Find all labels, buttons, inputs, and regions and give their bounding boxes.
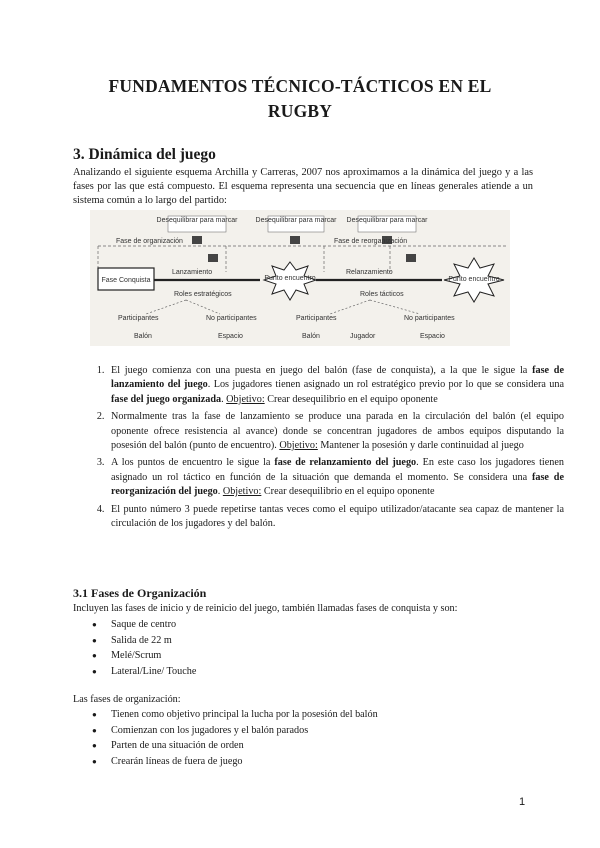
section-heading-3: 3. Dinámica del juego — [73, 146, 216, 163]
step-item: 2. Normalmente tras la fase de lanzamiento se produce una parada en la circulación del balón (el equipo oponente ofrece resistencia al avance) donde se concentran jugadores de ambos equipos disputando la posesión del balón (punto de encuentro). Objetivo: Mantener la posesión y darle continuidad al juego — [107, 410, 564, 453]
conquest-phases-intro: Incluyen las fases de inicio y de reinicio del juego, también llamadas fases de conquista y son: — [73, 603, 458, 614]
document-title — [60, 74, 540, 124]
player-icon — [192, 236, 202, 244]
title-line-1: FUNDAMENTOS TÉCNICO-TÁCTICOS EN EL — [108, 76, 492, 96]
organization-phases-intro: Las fases de organización: — [73, 694, 181, 705]
list-item: ● Crearán líneas de fuera de juego — [92, 754, 378, 770]
list-item: ● Melé/Scrum — [92, 648, 196, 664]
list-item: ● Salida de 22 m — [92, 633, 196, 649]
step-item: 4. El punto número 3 puede repetirse tantas veces como el equipo utilizador/atacante sea capaz de mantener la circulación de los jugadores y del balón. — [107, 503, 564, 532]
organization-label: Fase de organización — [116, 238, 183, 245]
meeting-end-label: Punto encuentro — [448, 276, 500, 283]
title-line-2: RUGBY — [267, 101, 333, 121]
game-dynamics-diagram — [90, 210, 510, 346]
top-left-label: Desequilibrar para marcar — [156, 217, 238, 224]
non-participants-right: No participantes — [404, 315, 455, 322]
relaunch-label: Relanzamiento — [346, 269, 393, 276]
top-right-label: Desequilibrar para marcar — [346, 217, 428, 224]
top-mid-label: Desequilibrar para marcar — [255, 217, 337, 224]
step-item: 3. A los puntos de encuentro le sigue la fase de relanzamiento del juego. En este caso los jugadores tienen asignado un rol táctico en función de la situación que demanda el momento. Se considera una fase de reorganización del juego. Objetivo: Crear desequilibrio en el equipo oponente — [107, 456, 564, 499]
player-icon — [208, 254, 218, 262]
list-item: ● Parten de una situación de orden — [92, 738, 378, 754]
tactical-roles-label: Roles tácticos — [360, 291, 404, 298]
non-participants-left: No participantes — [206, 315, 257, 322]
page-number: 1 — [519, 796, 526, 808]
step-item: 1. El juego comienza con una puesta en juego del balón (fase de conquista), a la que le sigue la fase de lanzamiento del juego. Los jugadores tienen asignado un rol estratégico previo por lo que se considera una fase del juego organizada. Objetivo: Crear desequilibrio en el equipo oponente — [107, 364, 564, 407]
meeting-label: Punto encuentro — [264, 275, 316, 282]
intro-paragraph: Analizando el siguiente esquema Archilla y Carreras, 2007 nos aproximamos a la dinámica del juego y a las fases por las que está compuesto. El esquema representa una secuencia que en líneas generales atiende a un sistema común a lo largo del partido: — [73, 167, 533, 206]
participants-mid: Participantes — [296, 315, 337, 322]
section-heading-3-1: 3.1 Fases de Organización — [73, 586, 207, 600]
strategic-roles-label: Roles estratégicos — [174, 291, 232, 298]
ball-left: Balón — [134, 333, 152, 340]
space-left: Espacio — [218, 333, 243, 340]
player-icon — [406, 254, 416, 262]
reorganization-label: Fase de reorganización — [334, 238, 408, 245]
conquest-label: Fase Conquista — [101, 277, 151, 284]
conquest-phases-list — [92, 617, 196, 679]
list-item: ● Saque de centro — [92, 617, 196, 633]
launch-label: Lanzamiento — [172, 269, 213, 276]
player-label: Jugador — [350, 333, 376, 340]
dynamics-steps-list — [73, 364, 564, 534]
list-item: ● Tienen como objetivo principal la lucha por la posesión del balón — [92, 707, 378, 723]
organization-phases-list — [92, 707, 378, 769]
list-item: ● Lateral/Line/ Touche — [92, 664, 196, 680]
ball-mid: Balón — [302, 333, 320, 340]
participants-left: Participantes — [118, 315, 159, 322]
list-item: ● Comienzan con los jugadores y el balón parados — [92, 723, 378, 739]
space-right: Espacio — [420, 333, 445, 340]
player-icon — [290, 236, 300, 244]
